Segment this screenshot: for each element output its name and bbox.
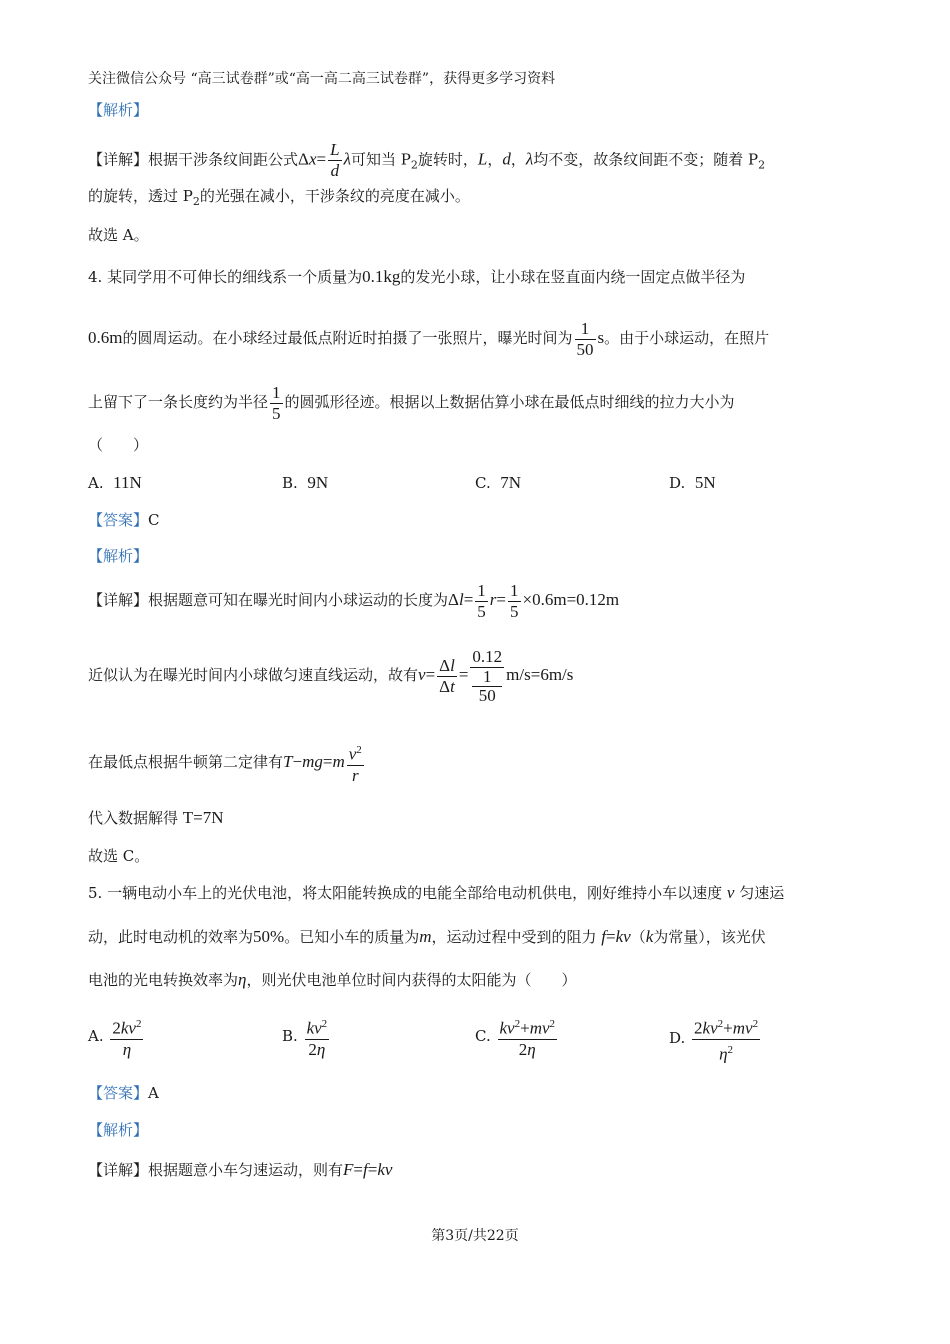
q4-stem-line2: 0.6m的圆周运动。在小球经过最低点附近时拍摄了一张照片，曝光时间为 $\frac{1}{50}$ s。由于小球运动，在照片 (88, 318, 770, 359)
q4-option-b: B. 9N (282, 473, 329, 492)
q5-option-c: C. $\frac{kv^2+mv^2}{2\eta}$ (475, 1018, 556, 1059)
q5-analysis-tag: 【解析】 (88, 1121, 149, 1139)
q3-detail-line1: 【详解】根据干涉条纹间距公式Δx= $\frac{L}{d}$ λ可知当 $P_2$旋转时，L，d，λ均不变，故条纹间距不变；随着 $P_2$ (88, 140, 766, 180)
q4-detail-line1: 【详解】根据题意可知在曝光时间内小球运动的长度为Δl= $\frac{1}{5}$ r= $\frac{1}{5}$ ×0.6m=0.12m (88, 580, 620, 621)
q4-answer: 【答案】C (88, 511, 160, 529)
q5-option-b: B. $\frac{kv^2}{2\eta}$ (282, 1018, 328, 1059)
q5-detail-line1: 【详解】根据题意小车匀速运动，则有F=f=kv (88, 1160, 393, 1179)
analysis-tag: 【解析】 (88, 101, 149, 119)
q4-analysis-tag: 【解析】 (88, 547, 149, 565)
q5-option-d: D. $\frac{2kv^2+mv^2}{\eta^2}$ (669, 1018, 759, 1064)
q4-option-a: A. 11N (88, 473, 142, 492)
q4-choose: 故选 C。 (88, 847, 150, 865)
q4-detail-line4: 代入数据解得 T=7N (88, 808, 224, 827)
q4-stem-line3: 上留下了一条长度约为半径 $\frac{1}{5}$ 的圆弧形径迹。根据以上数据估算小球在最低点时细线的拉力大小为 (88, 382, 735, 423)
q5-answer: 【答案】A (88, 1084, 159, 1102)
header-note: 关注微信公众号 “高三试卷群”或“高一高二高三试卷群”，获得更多学习资料 (88, 71, 556, 87)
q3-detail-line2: 的旋转，透过 $P_2$的光强在减小，干涉条纹的亮度在减小。 (88, 187, 470, 208)
q4-detail-line2: 近似认为在曝光时间内小球做匀速直线运动，故有v= $\frac{\Delta l}{\Delta t}$ = 0.12 1 50 m/s=6m/s (88, 647, 574, 705)
q3-choose: 故选 A。 (88, 226, 149, 244)
q4-stem-line1: 4. 某同学用不可伸长的细线系一个质量为0.1kg的发光小球，让小球在竖直面内绕一固定点做半径为 (88, 267, 746, 286)
q5-stem-line2: 动，此时电动机的效率为50%。已知小车的质量为m，运动过程中受到的阻力 f=kv（k为常量），该光伏 (88, 927, 766, 946)
q4-option-c: C. 7N (475, 473, 522, 492)
q4-paren: （ ） (88, 436, 149, 454)
q5-stem-line3: 电池的光电转换效率为η，则光伏电池单位时间内获得的太阳能为（ ） (88, 970, 577, 989)
q5-stem-line1: 5. 一辆电动小车上的光伏电池，将太阳能转换成的电能全部给电动机供电，刚好维持小车以速度 v 匀速运 (88, 883, 785, 902)
q5-option-a: A. $\frac{2kv^2}{\eta}$ (88, 1018, 142, 1059)
page-footer: 第3页/共22页 (431, 1228, 519, 1244)
detail-tag: 【详解】 (88, 150, 149, 169)
q4-option-d: D. 5N (669, 473, 716, 492)
q4-detail-line3: 在最低点根据牛顿第二定律有T−mg=m $\frac{v^2}{r}$ (88, 744, 362, 785)
